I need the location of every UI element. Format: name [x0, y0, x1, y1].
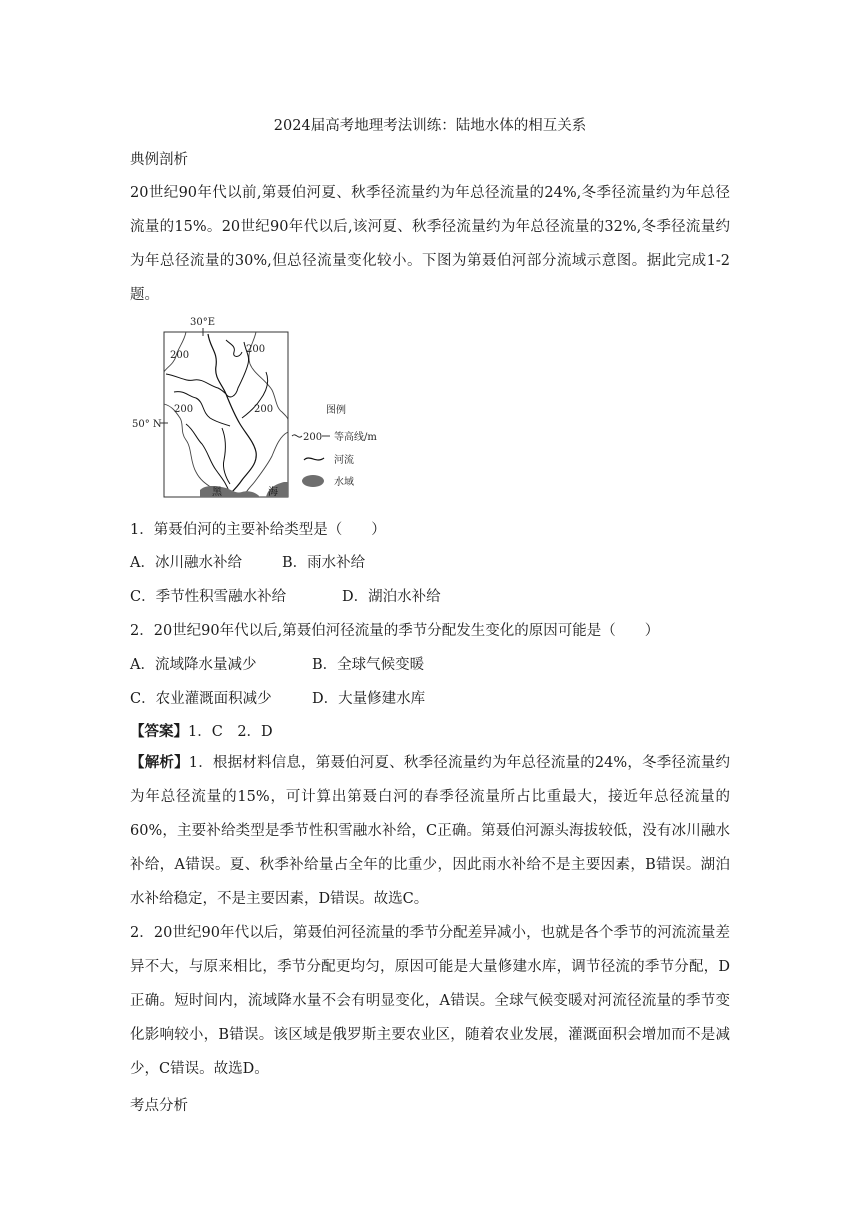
- answer-label: 【答案】: [130, 723, 188, 740]
- q2-option-b: B．全球气候变暖: [312, 657, 425, 673]
- contour-label: 200: [246, 344, 266, 355]
- legend-water-symbol: [302, 475, 324, 487]
- legend-river-symbol: [304, 458, 324, 460]
- dnieper-basin-map: [126, 312, 396, 502]
- water-body-sea: [200, 486, 260, 497]
- analysis-paragraph-1: [130, 746, 731, 907]
- sea-label: 黑: [212, 487, 222, 498]
- legend-water-label: 水域: [334, 477, 354, 488]
- contour-label: 200: [254, 404, 274, 415]
- question-1-stem: 1．第聂伯河的主要补给类型是（ ）: [130, 522, 386, 538]
- river-tributary: [222, 428, 230, 484]
- intro-paragraph: 20世纪90年代以前,第聂伯河夏、秋季径流量约为年总径流量的24%,冬季径流量约为年总径流量的15%。20世纪90年代以后,该河夏、秋季径流量约为年总径流量的32%,冬季径流量约为年总径流量的30%,但总径流量变化较小。下图为第聂伯河部分流域示意图。据此完成1-2题。: [130, 185, 730, 303]
- contour-label: 200: [174, 404, 194, 415]
- document-title: 2024届高考地理考法训练：陆地水体的相互关系: [273, 118, 587, 134]
- contour-line: [164, 404, 212, 488]
- legend-contour-symbol: [292, 435, 302, 437]
- q2-option-d: D．大量修建水库: [312, 691, 426, 707]
- section-heading-example: 典例剖析: [130, 152, 188, 168]
- river-tributary: [186, 424, 230, 494]
- legend-contour-sample: 200: [303, 432, 323, 443]
- answer-line: [130, 720, 273, 741]
- legend-river-label: 河流: [334, 455, 354, 466]
- analysis-paragraph-2: 2．20世纪90年代以后，第聂伯河径流量的季节分配差异减小，也就是各个季节的河流流量差异不大，与原来相比，季节分配更均匀，原因可能是大量修建水库，调节径流的季节分配，D正确。短时间内，流域降水量不会有明显变化，A错误。全球气候变暖对河流径流量的季节变化影响较小，B错误。该区域是俄罗斯主要农业区，随着农业发展，灌溉面积会增加而不是减少，C错误。故选D。: [130, 925, 730, 1077]
- lat-label: 50° N: [132, 419, 162, 430]
- q1-option-b: B．雨水补给: [282, 555, 366, 571]
- q1-option-d: D．湖泊水补给: [342, 589, 441, 605]
- analysis-1-text: 1．根据材料信息，第聂伯河夏、秋季径流量约为年总径流量的24%，冬季径流量约为年总径流量的15%，可计算出第聂白河的春季径流量所占比重最大，接近年总径流量的60%，主要补给类型是季节性积雪融水补给，C正确。第聂伯河源头海拔较低，没有冰川融水补给，A错误。夏、秋季补给量占全年的比重少，因此雨水补给不是主要因素，B错误。湖泊水补给稳定，不是主要因素，D错误。故选C。: [130, 755, 731, 907]
- question-2-stem: 2．20世纪90年代以后,第聂伯河径流量的季节分配发生变化的原因可能是（ ）: [130, 623, 660, 639]
- q2-option-c: C．农业灌溉面积减少: [130, 691, 272, 707]
- river-tributary: [226, 340, 242, 357]
- legend-title: 图例: [326, 405, 346, 416]
- contour-label: 200: [170, 350, 190, 361]
- answer-text: 1．C 2．D: [188, 724, 273, 740]
- q1-option-a: A．冰川融水补给: [130, 555, 242, 571]
- q1-option-c: C．季节性积雪融水补给: [130, 589, 287, 605]
- analysis-label: 【解析】: [130, 754, 189, 771]
- sea-label: 海: [268, 487, 278, 498]
- q2-option-a: A．流域降水量减少: [130, 657, 257, 673]
- legend-contour-label: 等高线/m: [334, 432, 377, 443]
- section-heading-points: 考点分析: [130, 1098, 188, 1114]
- lon-label: 30°E: [190, 317, 216, 328]
